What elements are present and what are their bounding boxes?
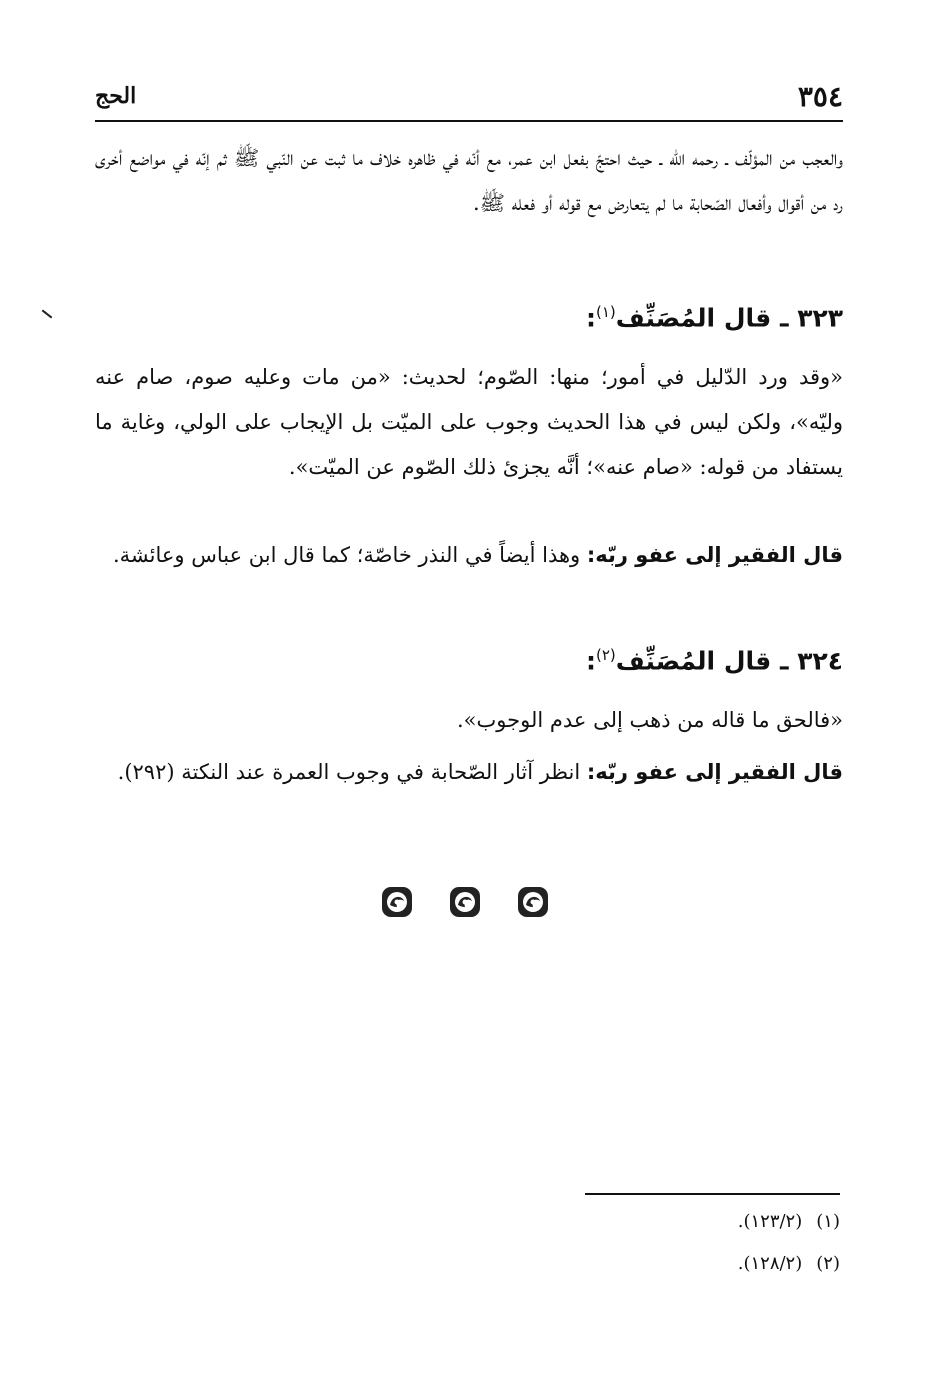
author-quote-324: «فالحق ما قاله من ذهب إلى عدم الوجوب». xyxy=(457,708,843,732)
author-quote-323: «وقد ورد الدّليل في أمور؛ منها: الصّوم؛ لحديث: «من مات وعليه صوم، صام عنه وليّه»، ولكن ليس في هذا الحديث وجوب على الميّت بل الإيجاب على الولي، وغاية ما يستفاد من قوله: «صام عنه»؛ أنَّه يجزئ ذلك الصّوم عن الميّت». xyxy=(95,365,843,479)
section-heading-324 xyxy=(95,646,843,675)
footnote-1 xyxy=(560,1208,840,1236)
section-heading-323 xyxy=(95,303,843,332)
commentary-label: قال الفقير إلى عفو ربّه: xyxy=(586,760,843,784)
stray-mark xyxy=(42,310,53,319)
commentary-text: انظر آثار الصّحابة في وجوب العمرة عند النكتة (٢٩٢). xyxy=(117,760,587,784)
page-header xyxy=(95,72,843,122)
floral-ornament-icon xyxy=(516,885,550,919)
running-title: الحج xyxy=(95,83,137,109)
section-heading-text: ٣٢٤ ـ قال المُصَنِّف xyxy=(615,646,843,676)
footnote-text: (١٢٣/٢). xyxy=(737,1211,803,1232)
floral-ornament-icon xyxy=(448,885,482,919)
footnote-text: (١٢٨/٢). xyxy=(737,1253,803,1274)
footnote-reference: (١) xyxy=(596,303,616,321)
floral-ornament-icon xyxy=(380,885,414,919)
section-heading-text: ٣٢٣ ـ قال المُصَنِّف xyxy=(615,303,843,333)
footnote-marker: (١) xyxy=(816,1211,840,1232)
page-number: ٣٥٤ xyxy=(797,79,843,113)
commentary-324 xyxy=(95,750,843,795)
footnote-separator xyxy=(585,1193,840,1195)
intro-paragraph: والعجب من المؤلّف ـ رحمه الله ـ حيث احتجّ بفعل ابن عمر، مع أنّه في ظاهره خلاف ما ثبت عن النّبي ﷺ ثم إنّه في مواضع أخرى رد من أقوال وأفعال الصّحابة ما لم يتعارض مع قوله أو فعله ﷺ. xyxy=(95,146,843,215)
heading-colon: : xyxy=(586,646,596,676)
commentary-text: وهذا أيضاً في النذر خاصّة؛ كما قال ابن عباس وعائشة. xyxy=(112,543,587,567)
heading-colon: : xyxy=(586,303,596,333)
commentary-323 xyxy=(95,533,843,578)
commentary-label: قال الفقير إلى عفو ربّه: xyxy=(586,543,843,567)
footnote-reference: (٢) xyxy=(596,646,616,664)
section-divider-ornaments xyxy=(380,884,550,920)
footnote-marker: (٢) xyxy=(816,1253,840,1274)
footnote-2 xyxy=(560,1250,840,1278)
